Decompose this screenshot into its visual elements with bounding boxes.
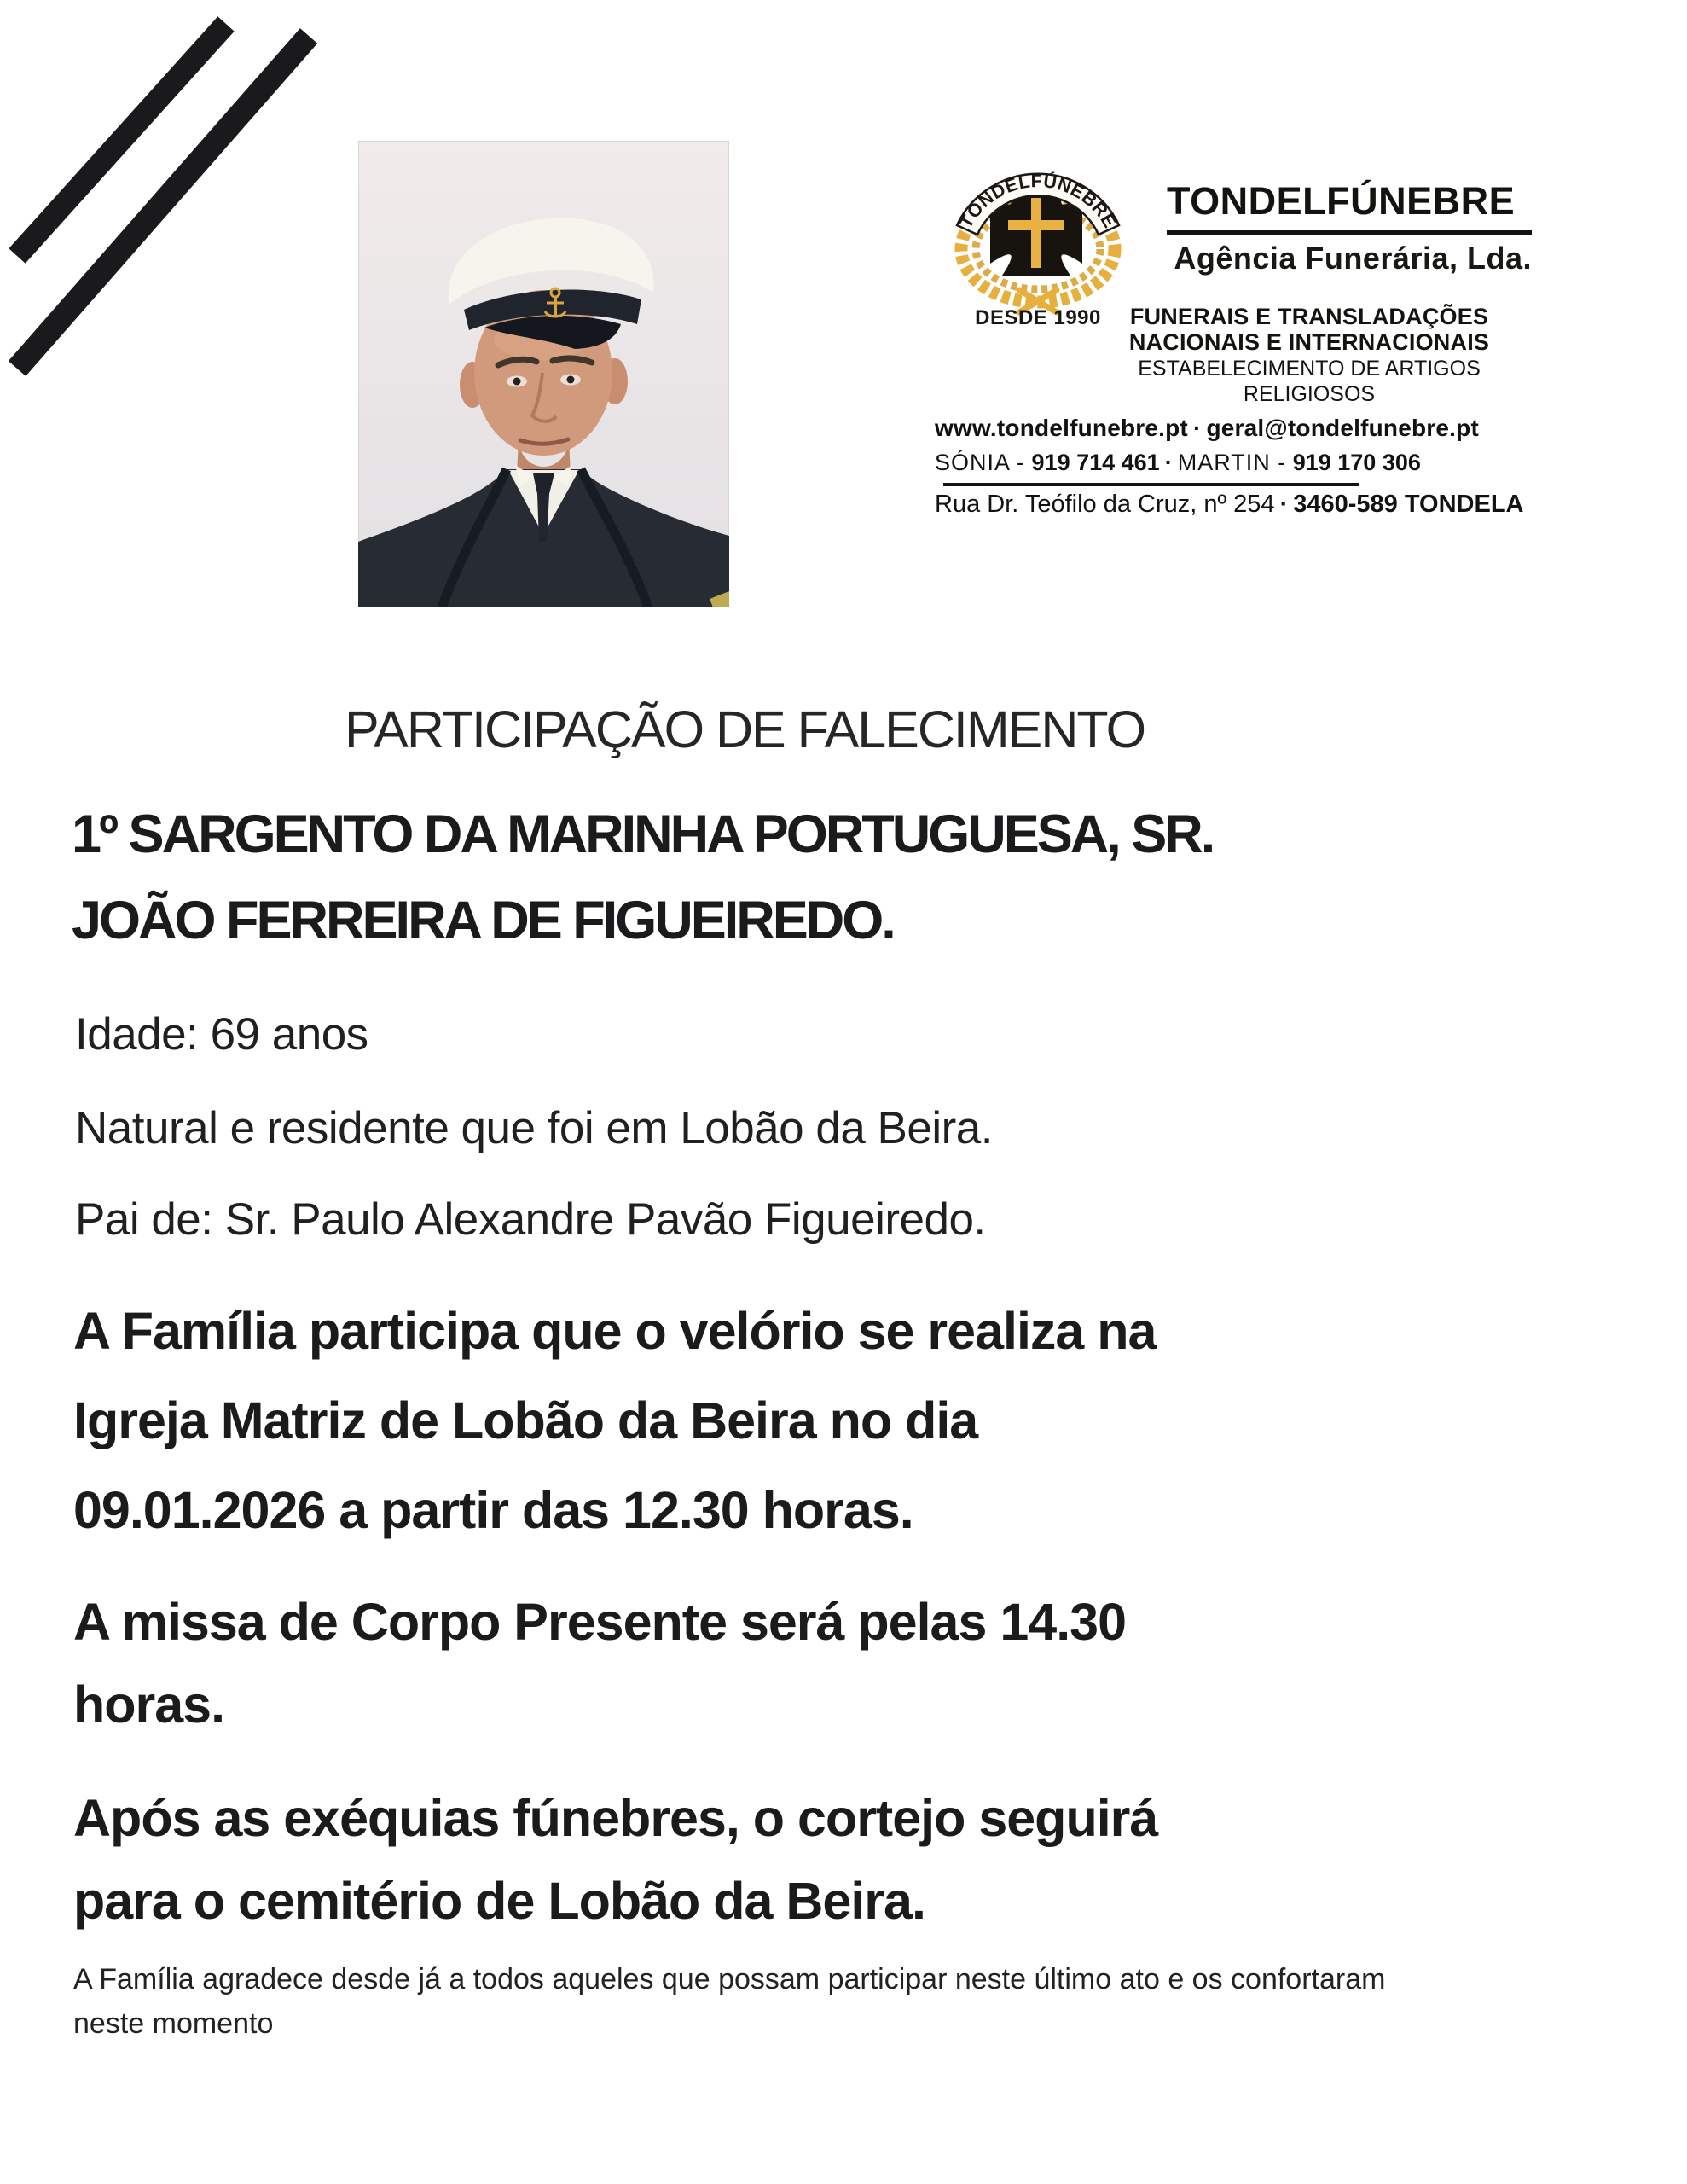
mass-line: A missa de Corpo Presente será pelas 14.30 — [73, 1593, 1126, 1651]
phone1-number: 919 714 461 — [1031, 450, 1160, 475]
wake-line: A Família participa que o velório se realiza na — [73, 1302, 1157, 1360]
mass-line: horas. — [73, 1676, 225, 1734]
agency-subtitle: Agência Funerária, Lda. — [1174, 241, 1532, 276]
separator-dot: · — [1192, 415, 1202, 441]
service-line: FUNERAIS E TRANSLADAÇÕES — [1129, 304, 1489, 329]
service-line: NACIONAIS E INTERNACIONAIS — [1128, 329, 1490, 355]
agency-name: TONDELFÚNEBRE — [1167, 179, 1532, 235]
father-of-line: Pai de: Sr. Paulo Alexandre Pavão Figueiredo. — [75, 1194, 986, 1245]
address-line — [935, 491, 1524, 519]
wake-line: 09.01.2026 a partir das 12.30 horas. — [73, 1481, 913, 1539]
procession-paragraph — [73, 1777, 1157, 1943]
wake-line: Igreja Matriz de Lobão da Beira no dia — [73, 1391, 978, 1449]
phone1-label: SÓNIA - — [935, 450, 1026, 475]
agency-name-block — [1167, 179, 1532, 276]
age-line: Idade: 69 anos — [75, 1009, 368, 1060]
procession-line: para o cemitério de Lobão da Beira. — [73, 1872, 925, 1930]
agency-contact — [935, 415, 1524, 519]
thanks-footer — [73, 1957, 1385, 2046]
phone2-number: 919 170 306 — [1292, 450, 1421, 475]
phones-line — [935, 450, 1421, 476]
separator-dot: · — [1164, 450, 1173, 475]
mass-paragraph — [73, 1581, 1126, 1746]
service-line: ESTABELECIMENTO DE ARTIGOS RELIGIOSOS — [1138, 357, 1481, 406]
agency-website: www.tondelfunebre.pt — [935, 415, 1188, 441]
deceased-name-heading — [72, 792, 1213, 964]
address-city: 3460-589 TONDELA — [1293, 491, 1524, 518]
emblem-since-text: DESDE 1990 — [975, 306, 1101, 329]
thanks-line: A Família agradece desde já a todos aqueles que possam participar neste último ato e os confortaram — [73, 1963, 1386, 1995]
origin-line: Natural e residente que foi em Lobão da Beira. — [75, 1103, 993, 1153]
website-email-line — [935, 415, 1479, 442]
deceased-name-line: JOÃO FERREIRA DE FIGUEIREDO. — [72, 891, 894, 950]
deceased-name-line: 1º SARGENTO DA MARINHA PORTUGUESA, SR. — [72, 804, 1214, 864]
separator-dot: · — [1279, 491, 1289, 518]
mourning-stripes-icon — [0, 0, 341, 401]
emblem-banner-text: TONDELFÚNEBRE — [955, 171, 1121, 232]
procession-line: Após as exéquias fúnebres, o cortejo seguirá — [73, 1789, 1158, 1847]
thanks-line: neste momento — [73, 2007, 274, 2040]
contact-divider — [943, 483, 1359, 486]
deceased-portrait-photo — [358, 141, 729, 607]
address-street: Rua Dr. Teófilo da Cruz, nº 254 — [935, 491, 1275, 518]
phone2-label: MARTIN - — [1177, 450, 1287, 475]
agency-email: geral@tondelfunebre.pt — [1206, 415, 1479, 441]
page-title: PARTICIPAÇÃO DE FALECIMENTO — [345, 700, 1145, 758]
wake-paragraph — [73, 1287, 1156, 1555]
agency-services — [1100, 304, 1518, 407]
